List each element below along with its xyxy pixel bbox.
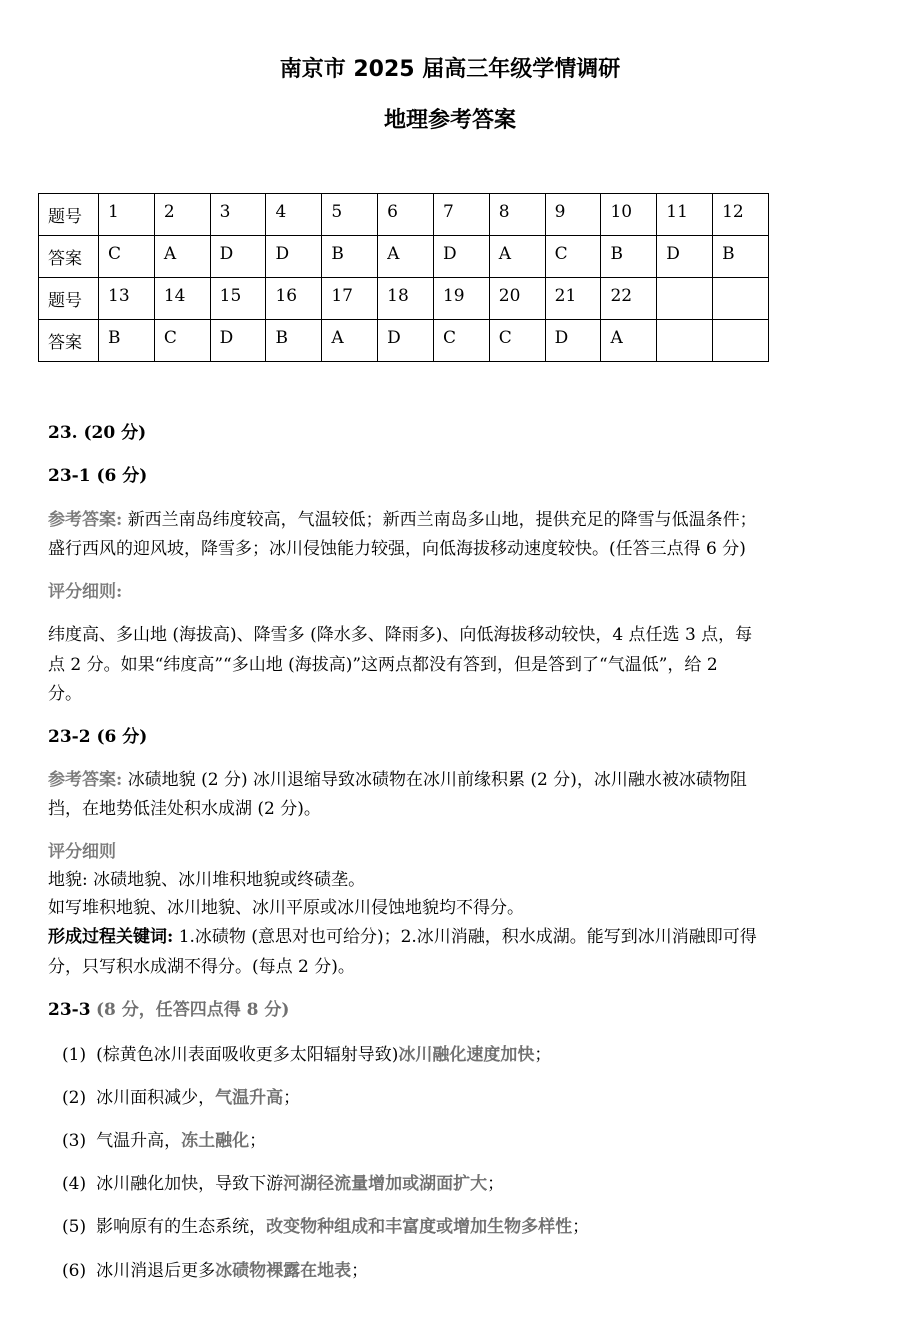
q23-3-item-key: 河湖径流量增加或湖面扩大 — [283, 1174, 488, 1194]
q23-1-rubric-line2: 点 2 分。如果“纬度高”“多山地 (海拔高)”这两点都没有答到，但是答到了“气温低”，给 2 — [48, 655, 718, 675]
q23-2-rubric-label: 评分细则 — [48, 842, 116, 862]
q23-3-item-num: (4) — [62, 1174, 87, 1194]
q23-1-header: 23-1 (6 分) — [48, 466, 148, 486]
q23-2-rubric-line1: 地貌: 冰碛地貌、冰川堆积地貌或终碛垄。 — [48, 870, 366, 890]
document-subtitle: 地理参考答案 — [383, 108, 516, 133]
q23-2-header: 23-2 (6 分) — [48, 727, 148, 747]
answer-table-cell: 11 — [657, 194, 713, 236]
answer-table-row — [39, 236, 769, 278]
q23-3-header-line — [48, 995, 878, 1025]
answer-table-cell: 9 — [545, 194, 601, 236]
answer-table-cell — [713, 320, 769, 362]
answer-table-cell: D — [210, 236, 266, 278]
q23-3-item-key: 冰碛物裸露在地表 — [215, 1261, 352, 1281]
q23-1-rubric-label: 评分细则: — [48, 582, 123, 602]
q23-1-ref-text1: 新西兰南岛纬度较高，气温较低；新西兰南岛多山地，提供充足的降雪与低温条件； — [127, 510, 757, 530]
answer-table-cell — [713, 278, 769, 320]
q23-1-rubric-line3: 分。 — [48, 684, 82, 704]
q23-3-header: 23-3 — [48, 1000, 91, 1020]
q23-3-item-end: ； — [283, 1088, 301, 1108]
answer-table-cell: B — [99, 320, 155, 362]
answer-table-cell: 22 — [601, 278, 657, 320]
answer-table — [38, 193, 769, 362]
answer-table-cell: 19 — [433, 278, 489, 320]
q23-3-item — [62, 1256, 892, 1286]
q23-3-item-num: (6) — [62, 1261, 87, 1281]
q23-3-item-text: 冰川消退后更多 — [96, 1261, 216, 1281]
q23-3-item-text: 气温升高， — [96, 1131, 182, 1151]
answer-table-cell: 18 — [378, 278, 434, 320]
q23-3-item-key: 冰川融化速度加快 — [398, 1045, 535, 1065]
q23-2-ref-label: 参考答案: — [48, 770, 123, 790]
answer-table-cell: C — [433, 320, 489, 362]
q23-2-ref-line2: 挡，在地势低洼处积水成湖 (2 分)。 — [48, 799, 321, 819]
answer-table-cell: 6 — [378, 194, 434, 236]
q23-2-keyword-line1 — [48, 922, 878, 952]
q23-2-ref-text1: 冰碛地貌 (2 分) 冰川退缩导致冰碛物在冰川前缘积累 (2 分)，冰川融水被冰碛物阻 — [127, 770, 747, 790]
answer-table-row-header: 答案 — [39, 236, 99, 278]
answer-table-cell: B — [322, 236, 378, 278]
q23-3-item-end: ； — [351, 1261, 369, 1281]
answer-table-cell: A — [322, 320, 378, 362]
answer-table-cell: 8 — [489, 194, 545, 236]
answer-table-cell: B — [601, 236, 657, 278]
answer-table-cell: C — [154, 320, 210, 362]
q23-3-item-end: ； — [487, 1174, 505, 1194]
answer-table-cell: B — [713, 236, 769, 278]
answer-table-cell — [657, 278, 713, 320]
answer-table-cell: D — [266, 236, 322, 278]
answer-table-cell: 14 — [154, 278, 210, 320]
answer-table-cell: D — [545, 320, 601, 362]
answer-table-cell: A — [489, 236, 545, 278]
q23-3-item — [62, 1169, 892, 1199]
q23-3-item-num: (1) — [62, 1045, 87, 1065]
q23-3-item-key: 改变物种组成和丰富度或增加生物多样性 — [266, 1217, 573, 1237]
q23-2-keyword-text1: 1.冰碛物 (意思对也可给分)；2.冰川消融，积水成湖。能写到冰川消融即可得 — [178, 927, 757, 947]
q23-2-keyword-line2: 分，只写积水成湖不得分。(每点 2 分)。 — [48, 957, 355, 977]
q23-3-item-end: ； — [249, 1131, 267, 1151]
q23-1-ref-line1 — [48, 505, 878, 535]
answer-table-row-header: 答案 — [39, 320, 99, 362]
answer-table-cell: 3 — [210, 194, 266, 236]
answer-table-cell: A — [601, 320, 657, 362]
answer-table-cell — [657, 320, 713, 362]
answer-table-cell: 17 — [322, 278, 378, 320]
q23-3-item — [62, 1212, 892, 1242]
answer-table-cell: D — [657, 236, 713, 278]
answer-table-cell: 13 — [99, 278, 155, 320]
q23-3-item-end: ； — [572, 1217, 590, 1237]
answer-table-cell: C — [99, 236, 155, 278]
answer-table-row — [39, 320, 769, 362]
answer-table-cell: 1 — [99, 194, 155, 236]
answer-table-cell: 12 — [713, 194, 769, 236]
answer-table-cell: C — [489, 320, 545, 362]
answer-table-cell: 7 — [433, 194, 489, 236]
q23-1-rubric-line1: 纬度高、多山地 (海拔高)、降雪多 (降水多、降雨多)、向低海拔移动较快，4 点任选 3 点，每 — [48, 625, 753, 645]
q23-3-item-text: 冰川融化加快，导致下游 — [96, 1174, 284, 1194]
q23-3-item-end: ； — [534, 1045, 552, 1065]
document-title: 南京市 2025 届高三年级学情调研 — [279, 57, 621, 82]
answer-table-cell: A — [154, 236, 210, 278]
q23-2-keyword-label: 形成过程关键词: — [48, 927, 174, 947]
answer-table-cell: A — [378, 236, 434, 278]
answer-table-cell: 20 — [489, 278, 545, 320]
q23-3-item — [62, 1040, 892, 1070]
q23-3-item-text: 冰川面积减少， — [96, 1088, 216, 1108]
answer-table-cell: B — [266, 320, 322, 362]
q23-header: 23. (20 分) — [48, 423, 147, 443]
q23-3-item — [62, 1126, 892, 1156]
q23-2-rubric-line2: 如写堆积地貌、冰川地貌、冰川平原或冰川侵蚀地貌均不得分。 — [48, 898, 524, 918]
q23-3-item-key: 气温升高 — [215, 1088, 284, 1108]
answer-table-row — [39, 194, 769, 236]
answer-table-cell: 10 — [601, 194, 657, 236]
answer-table-cell: 15 — [210, 278, 266, 320]
q23-2-ref-line1 — [48, 765, 878, 795]
answer-table-cell: 5 — [322, 194, 378, 236]
answer-table-row-header: 题号 — [39, 194, 99, 236]
q23-3-item — [62, 1083, 892, 1113]
answer-table-cell: D — [433, 236, 489, 278]
q23-3-item-num: (3) — [62, 1131, 87, 1151]
answer-table-row-header: 题号 — [39, 278, 99, 320]
answer-table-cell: 21 — [545, 278, 601, 320]
q23-1-ref-line2: 盛行西风的迎风坡，降雪多；冰川侵蚀能力较强，向低海拔移动速度较快。(任答三点得 6 分) — [48, 539, 746, 559]
answer-table-cell: 16 — [266, 278, 322, 320]
answer-table-cell: 4 — [266, 194, 322, 236]
q23-3-item-text: 影响原有的生态系统， — [96, 1217, 267, 1237]
answer-table-cell: D — [210, 320, 266, 362]
answer-table-cell: 2 — [154, 194, 210, 236]
q23-3-header-note: (8 分，任答四点得 8 分) — [95, 1000, 290, 1020]
q23-1-ref-label: 参考答案: — [48, 510, 123, 530]
q23-3-item-text: (棕黄色冰川表面吸收更多太阳辐射导致) — [96, 1045, 399, 1065]
answer-table-cell: D — [378, 320, 434, 362]
q23-3-item-num: (5) — [62, 1217, 87, 1237]
q23-3-item-key: 冻土融化 — [181, 1131, 250, 1151]
answer-table-row — [39, 278, 769, 320]
q23-3-item-num: (2) — [62, 1088, 87, 1108]
answer-table-cell: C — [545, 236, 601, 278]
